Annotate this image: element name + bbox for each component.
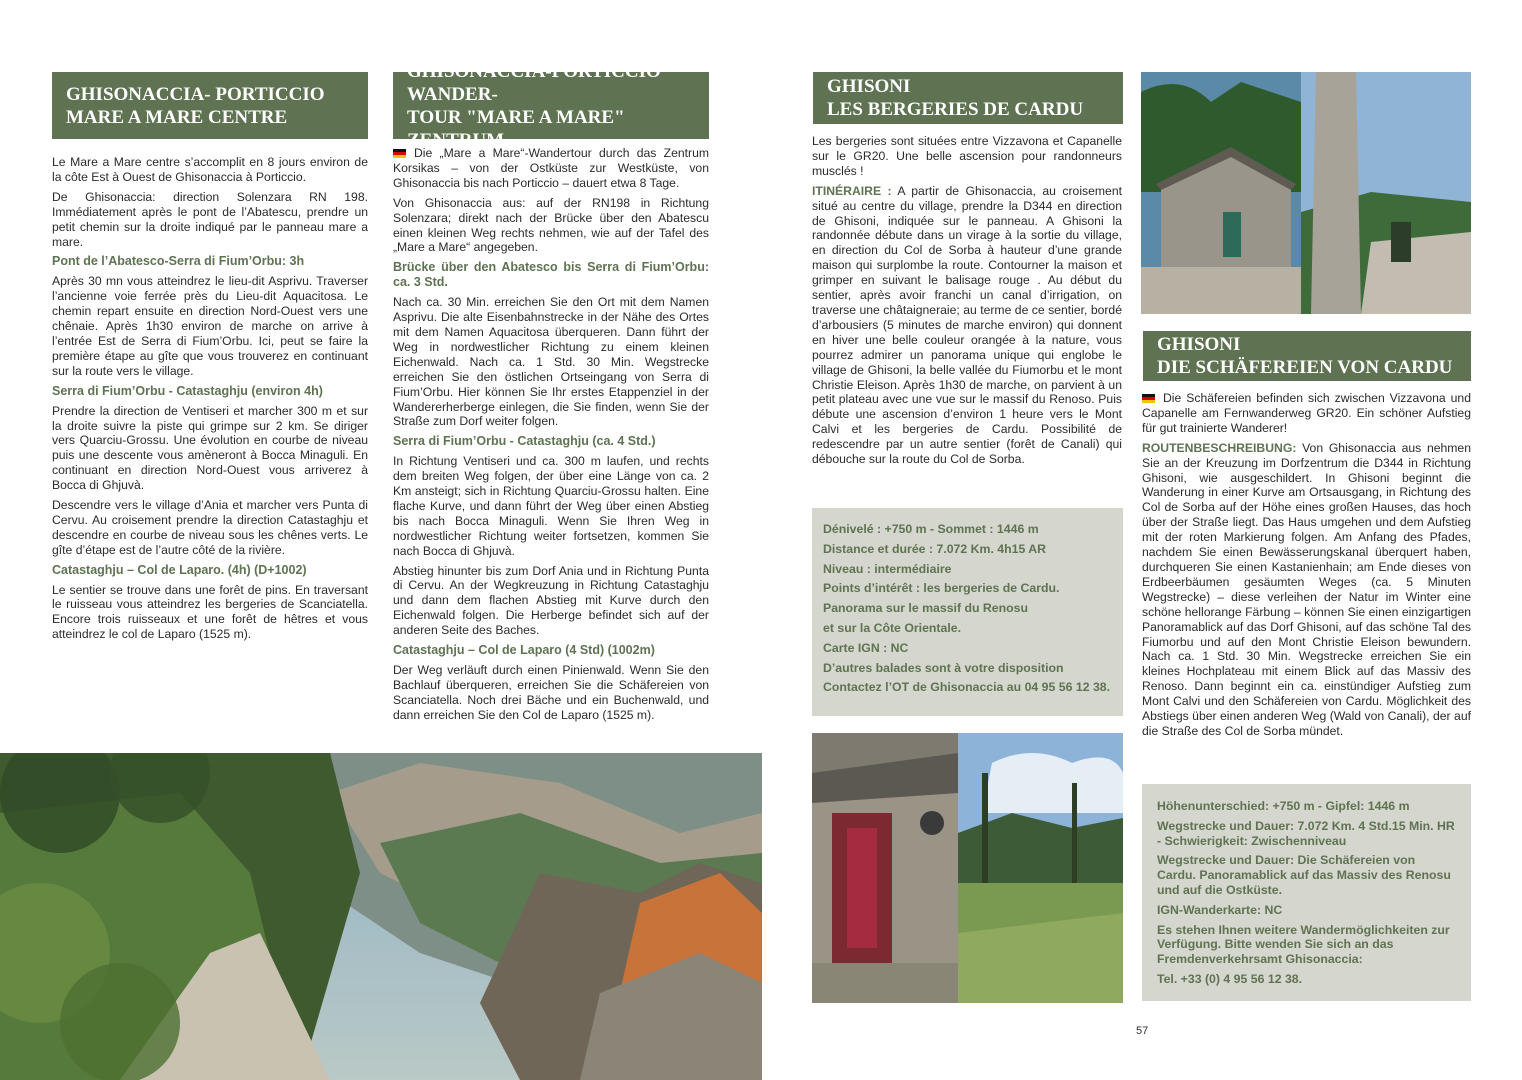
col3-para: A partir de Ghisonaccia, au croisement situé au centre du village, prendre la D344 en direction de Ghisoni, indiquée sur le panneau. A Ghisoni la randonnée débute dans un virage à la sortie du village, en direction du Col de Sorba à hauteur d’une grande maison qui surplombe la route. Contourner la maison et grimper en suivant le balisage rouge . Au début du sentier, après avoir franchi un canal d’irrigation, on traverse une châtaigneraie; au terme de ce sentier, bordé d’arbousiers (5 minutes de marche environ) qui donnent en hiver une belle couleur orangée à la nature, vous pourrez admirer un panorama unique qui englobe le village de Ghisoni, la belle vallée du Fiumorbu et le mont Christie Eleison. Après 1h30 de marche, on parvient à un petit plateau avec une vue sur le massif du Renoso. Puis débute une ascension d’environ 1 heure vers le Mont Calvi et les bergeries de Cardu. Possibilité de redescendre par un autre sentier (forêt de Canali) qui débouche sur la route du Col de Sorba. — [812, 183, 1122, 467]
col3-itinerary-label: ITINÉRAIRE : — [812, 183, 892, 198]
col2-para: Die „Mare a Mare“-Wandertour durch das Zentrum Korsikas – von der Ostküste zur Westküste, von Ghisonaccia bis nach Porticcio – dauert etwa 8 Tage. — [393, 146, 709, 190]
title-col1 — [52, 72, 368, 139]
info-line: Dénivelé : +750 m - Sommet : 1446 m — [823, 522, 1039, 536]
col2-para: Nach ca. 30 Min. erreichen Sie den Ort mit dem Namen Asprivu. Die alte Eisenbahnstrecke in der Nähe des Ortes mit dem Namen Aquacitosa überqueren. Dann führt der Weg in nordwestlicher Richtung zu einem kleinen Eichenwald. Nach ca. 1 Std. 30 Min. Wegstrecke erreichen Sie den östlichen Ortseingang von Serra di Fium’Orbu. Hier können Sie Ihr erstes Etappenziel in der Wandererherberge einlegen, die Sie finden, wenn Sie der Straße zum Dorf weiter folgen. — [393, 295, 709, 429]
info-line: Points d’intérêt : les bergeries de Cardu. — [823, 581, 1060, 596]
info-line: Carte IGN : NC — [823, 640, 909, 655]
title-col3-line1: GHISONI — [827, 76, 911, 97]
text-col1 — [52, 155, 368, 647]
title-col1-line2: MARE A MARE CENTRE — [66, 106, 288, 128]
german-flag-icon — [1142, 394, 1155, 403]
title-col4-line1: GHISONI — [1157, 334, 1241, 355]
col1-subheading: Serra di Fium’Orbu - Catastaghju (environ 4h) — [52, 383, 323, 398]
title-col2-line1: GHISONACCIA-PORTICCIO WANDER- — [407, 60, 661, 105]
info-line: Tel. +33 (0) 4 95 56 12 38. — [1157, 971, 1303, 986]
col2-subheading: Brücke über den Abatesco bis Serra di Fium’Orbu: ca. 3 Std. — [393, 260, 709, 290]
title-col3-line2: LES BERGERIES DE CARDU — [827, 99, 1084, 120]
info-line: Es stehen Ihnen weitere Wandermöglichkeiten zur Verfügung. Bitte wenden Sie sich an das Fremdenverkehrsamt Ghisonaccia: — [1157, 922, 1450, 967]
col1-subheading: Catastaghju – Col de Laparo. (4h) (D+1002) — [52, 562, 307, 577]
col2-para: In Richtung Ventiseri und ca. 300 m laufen, und rechts dem breiten Weg folgen, der über eine Länge von ca. 2 Km ansteigt; sich in Richtung Quarciu-Grossu halten. Eine flache Kurve, und dann führt der Weg über einen Abstieg bis nach Bocca Minaguli. Wenn Sie Ihren Weg in nordwestlicher Richtung weiter fortsetzen, kommen Sie nach Bocca di Ghjuvà. — [393, 454, 709, 558]
title-col1-line1: GHISONACCIA- PORTICCIO — [66, 83, 325, 105]
info-line: IGN-Wanderkarte: NC — [1157, 902, 1283, 917]
info-box-fr — [812, 508, 1123, 716]
col2-subheading: Catastaghju – Col de Laparo (4 Std) (1002m) — [393, 643, 655, 658]
info-line: D’autres balades sont à votre disposition — [823, 660, 1064, 675]
info-line: Contactez l’OT de Ghisonaccia au 04 95 56 12 38. — [823, 680, 1111, 695]
col2-para: Von Ghisonaccia aus: auf der RN198 in Richtung Solenzara; direkt nach der Brücke über den Abatescu einen kleinen Weg rechts nehmen, wie auf der Tafel des „Mare a Mare“ angegeben. — [393, 195, 709, 255]
col4-para: Die Schäfereien befinden sich zwischen Vizzavona und Capanelle am Fernwanderweg GR20. Ein schöner Aufstieg für gut trainierte Wanderer! — [1142, 391, 1471, 435]
title-col2 — [393, 60, 709, 151]
col2-para: Abstieg hinunter bis zum Dorf Ania und in Richtung Punta di Cervu. An der Wegkreuzung in Richtung Catastaghju und dann dem flachen Abstieg mit Kurve durch den Eichenwald folgen. Die Herberge befindet sich auf der anderen Seite des Baches. — [393, 563, 709, 638]
info-line: Niveau : intermédiaire — [823, 561, 952, 576]
info-line: Wegstrecke und Dauer: Die Schäfereien von Cardu. Panoramablick auf das Massiv des Renosu und auf die Ostküste. — [1157, 853, 1451, 897]
col4-route-label: ROUTENBESCHREIBUNG: — [1142, 440, 1297, 455]
title-col4 — [1143, 331, 1471, 381]
col1-para: Le Mare a Mare centre s’accomplit en 8 jours environ de la côte Est à Ouest de Ghisonaccia à Porticcio. — [52, 155, 368, 184]
text-col2 — [393, 146, 709, 728]
page-number: 57 — [1136, 1025, 1149, 1037]
mountain-trail-photo — [0, 753, 762, 1080]
info-line: Wegstrecke und Dauer: 7.072 Km. 4 Std.15 Min. HR - Schwierigkeit: Zwischenniveau — [1157, 818, 1455, 848]
col3-para: Les bergeries sont situées entre Vizzavona et Capanelle sur le GR20. Une belle ascension pour randonneurs musclés ! — [812, 134, 1122, 178]
german-flag-icon — [393, 149, 406, 158]
info-line: Höhenunterschied: +750 m - Gipfel: 1446 m — [1157, 799, 1410, 813]
text-col4 — [1142, 391, 1471, 744]
col1-subheading: Pont de l’Abatesco-Serra di Fium’Orbu: 3h — [52, 254, 305, 269]
col1-para: Descendre vers le village d’Ania et marcher vers Punta di Cervu. Au croisement prendre la direction Catastaghju et descendre en courbe de niveau sous les chênes verts. Le gîte d’étape est de l’autre côté de la rivière. — [52, 498, 368, 557]
col4-para: Von Ghisonaccia aus nehmen Sie an der Kreuzung im Dorfzentrum die D344 in Richtung Ghisoni, wie ausgeschildert. In Ghisoni beginnt die Wanderung in einer Kurve am Ortsausgang, in Richtung des Col de Sorba auf der Höhe eines großen Hauses, das hoch über der Straße liegt. Das Haus umgehen und dem Aufstieg mit der roten Markierung folgen. Am Anfang des Pfades, nachdem Sie einen Bewässerungskanal überquert haben, durchqueren Sie einen Kastanienhain; am Ende dieses von Erdbeerbäumen gesäumten Weges (ca. 5 Minuten Wegstrecke) – diese verleihen der Natur im Winter eine schöne hellorange Färbung – können Sie einen einzigartigen Panoramablick auf das Dorf Ghisoni, auf das schöne Tal des Fiumorbu und auf den Mont Christie Eleison bewundern. Nach ca. 1 Std. 30 Min. Wegstrecke erreichen Sie ein kleines Hochplateau mit einem Blick auf das Massiv des Renoso. Dann beginnt ein ca. einstündiger Aufstieg zum Mont Calvi und den Schäfereien von Cardu. Möglichkeit des Abstiegs über einen anderen Weg (Wald von Canali), der auf die Straße des Col de Sorba mündet. — [1142, 440, 1471, 738]
col1-para: Après 30 mn vous atteindrez le lieu-dit Asprivu. Traverser l’ancienne voie ferrée près du Lieu-dit Aquacitosa. Le chemin repart ensuite en direction Nord-Ouest vers une chênaie. Après 1h30 environ de marche on arrive à l’entrée Est de Serra di Fium’Orbu. Ici, peut se faire la première étape au gîte que vous trouverez en continuant sur la route vers le village. — [52, 274, 368, 378]
info-line: Panorama sur le massif du Renosu — [823, 601, 1029, 616]
info-line: et sur la Côte Orientale. — [823, 620, 962, 635]
info-box-de — [1142, 784, 1471, 1001]
col2-subheading: Serra di Fium’Orbu - Catastaghju (ca. 4 Std.) — [393, 434, 656, 449]
col2-para: Der Weg verläuft durch einen Pinienwald. Wenn Sie den Bachlauf überqueren, erreichen Sie die Schäfereien von Scanciatella. Noch drei Bäche und ein Buchenwald, und dann erreichen Sie den Col de Laparo (1525 m). — [393, 663, 709, 722]
stone-bergerie-photo — [1141, 72, 1471, 314]
col1-para: Le sentier se trouve dans une forêt de pins. En traversant le ruisseau vous atteindrez les bergeries de Scanciatella. Encore trois ruisseaux et une forêt de hêtres et vous atteindrez le col de Laparo (1525 m). — [52, 582, 368, 642]
title-col3 — [813, 72, 1123, 124]
title-col4-line2: DIE SCHÄFEREIEN VON CARDU — [1157, 357, 1453, 378]
col1-para: De Ghisonaccia: direction Solenzara RN 198. Immédiatement après le pont de l’Abatescu, prendre un petit chemin sur la droite indiqué par le panneau mare a mare. — [52, 189, 368, 249]
title-col2-line2: TOUR "MARE A MARE" ZENTRUM — [407, 106, 625, 151]
bergerie-photo — [812, 733, 1123, 1003]
col1-para: Prendre la direction de Ventiseri et marcher 300 m et sur la droite suivre la piste qui grimpe sur 2 km. Se diriger vers Quarciu-Grossu. Une évolution en courbe de niveau puis une descente vous amèneront à Bocca Minaguli. En continuant en direction Nord-Ouest vous arriverez à Bocca di Ghjuvà. — [52, 403, 368, 493]
text-col3 — [812, 134, 1122, 472]
info-line: Distance et durée : 7.072 Km. 4h15 AR — [823, 541, 1047, 556]
